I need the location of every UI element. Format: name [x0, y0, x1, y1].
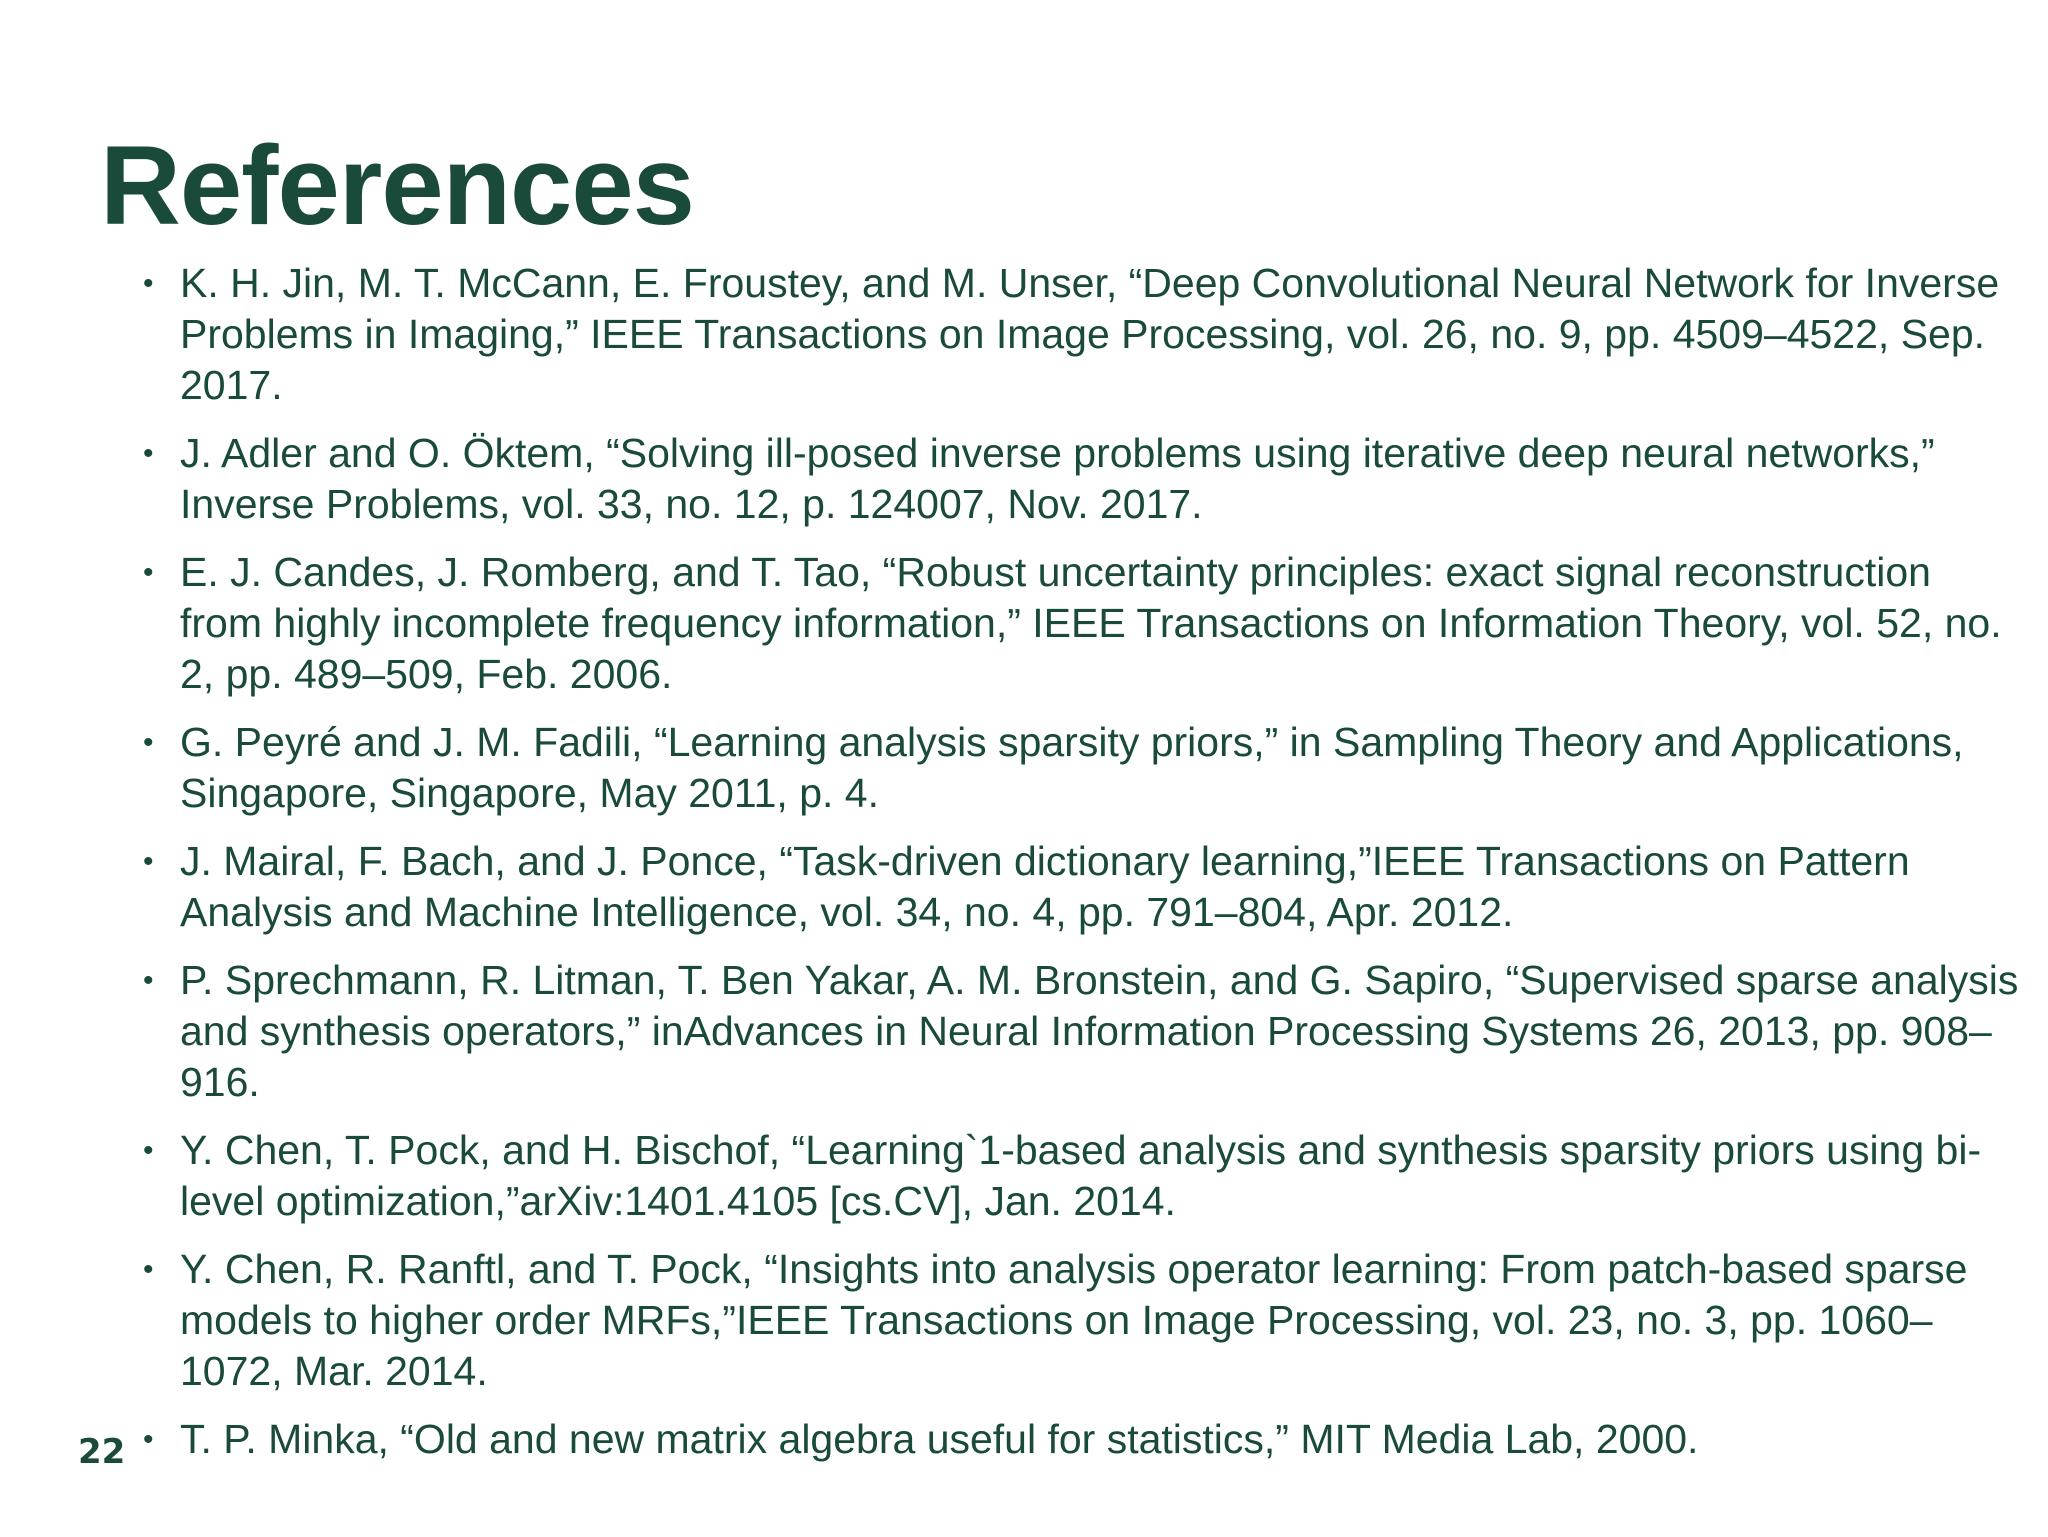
reference-text: Y. Chen, R. Ranftl, and T. Pock, “Insights into analysis operator learning: From patch-based sparse models to higher order MRFs,”IEEE Transactions on Image Processing, vol. 23, no. 3, pp. 1060–1072, Mar. 2014. — [180, 1246, 1968, 1394]
bullet-icon: • — [143, 1134, 154, 1167]
slide-title: References — [100, 123, 694, 248]
reference-text: J. Adler and O. Öktem, “Solving ill-posed inverse problems using iterative deep neural networks,” Inverse Problems, vol. 33, no. 12, p. 124007, Nov. 2017. — [180, 430, 1935, 527]
bullet-icon: • — [143, 267, 154, 300]
reference-item — [140, 717, 2020, 819]
reference-text: P. Sprechmann, R. Litman, T. Ben Yakar, A. M. Bronstein, and G. Sapiro, “Supervised sparse analysis and synthesis operators,” inAdvances in Neural Information Processing Systems 26, 2013, pp. 908–916. — [180, 957, 2019, 1105]
reference-item — [140, 1125, 2020, 1227]
reference-item — [140, 547, 2020, 700]
bullet-icon: • — [143, 726, 154, 759]
reference-text: T. P. Minka, “Old and new matrix algebra useful for statistics,” MIT Media Lab, 2000. — [180, 1416, 1699, 1462]
reference-text: E. J. Candes, J. Romberg, and T. Tao, “Robust uncertainty principles: exact signal reconstruction from highly incomplete frequency information,” IEEE Transactions on Information Theory, vol. 52, no. 2, pp. 489–509, Feb. 2006. — [180, 549, 2002, 697]
reference-item — [140, 1414, 2020, 1465]
bullet-icon: • — [143, 556, 154, 589]
reference-list — [140, 258, 2020, 1482]
reference-item — [140, 1244, 2020, 1397]
bullet-icon: • — [143, 845, 154, 878]
reference-item — [140, 258, 2020, 411]
reference-text: J. Mairal, F. Bach, and J. Ponce, “Task-driven dictionary learning,”IEEE Transactions on Pattern Analysis and Machine Intelligence, vol. 34, no. 4, pp. 791–804, Apr. 2012. — [180, 838, 1910, 935]
reference-item — [140, 955, 2020, 1108]
bullet-icon: • — [143, 1423, 154, 1456]
reference-text: K. H. Jin, M. T. McCann, E. Froustey, and M. Unser, “Deep Convolutional Neural Network for Inverse Problems in Imaging,” IEEE Transactions on Image Processing, vol. 26, no. 9, pp. 4509–4522, Sep. 2017. — [180, 260, 2000, 408]
reference-item — [140, 836, 2020, 938]
reference-text: G. Peyré and J. M. Fadili, “Learning analysis sparsity priors,” in Sampling Theory and Applications, Singapore, Singapore, May 2011, p. 4. — [180, 719, 1964, 816]
bullet-icon: • — [143, 964, 154, 997]
reference-item — [140, 428, 2020, 530]
bullet-icon: • — [143, 437, 154, 470]
reference-text: Y. Chen, T. Pock, and H. Bischof, “Learning`1-based analysis and synthesis sparsity priors using bi-level optimization,”arXiv:1401.4105 [cs.CV], Jan. 2014. — [180, 1127, 1982, 1224]
bullet-icon: • — [143, 1253, 154, 1286]
page-number: 22 — [78, 1432, 126, 1472]
